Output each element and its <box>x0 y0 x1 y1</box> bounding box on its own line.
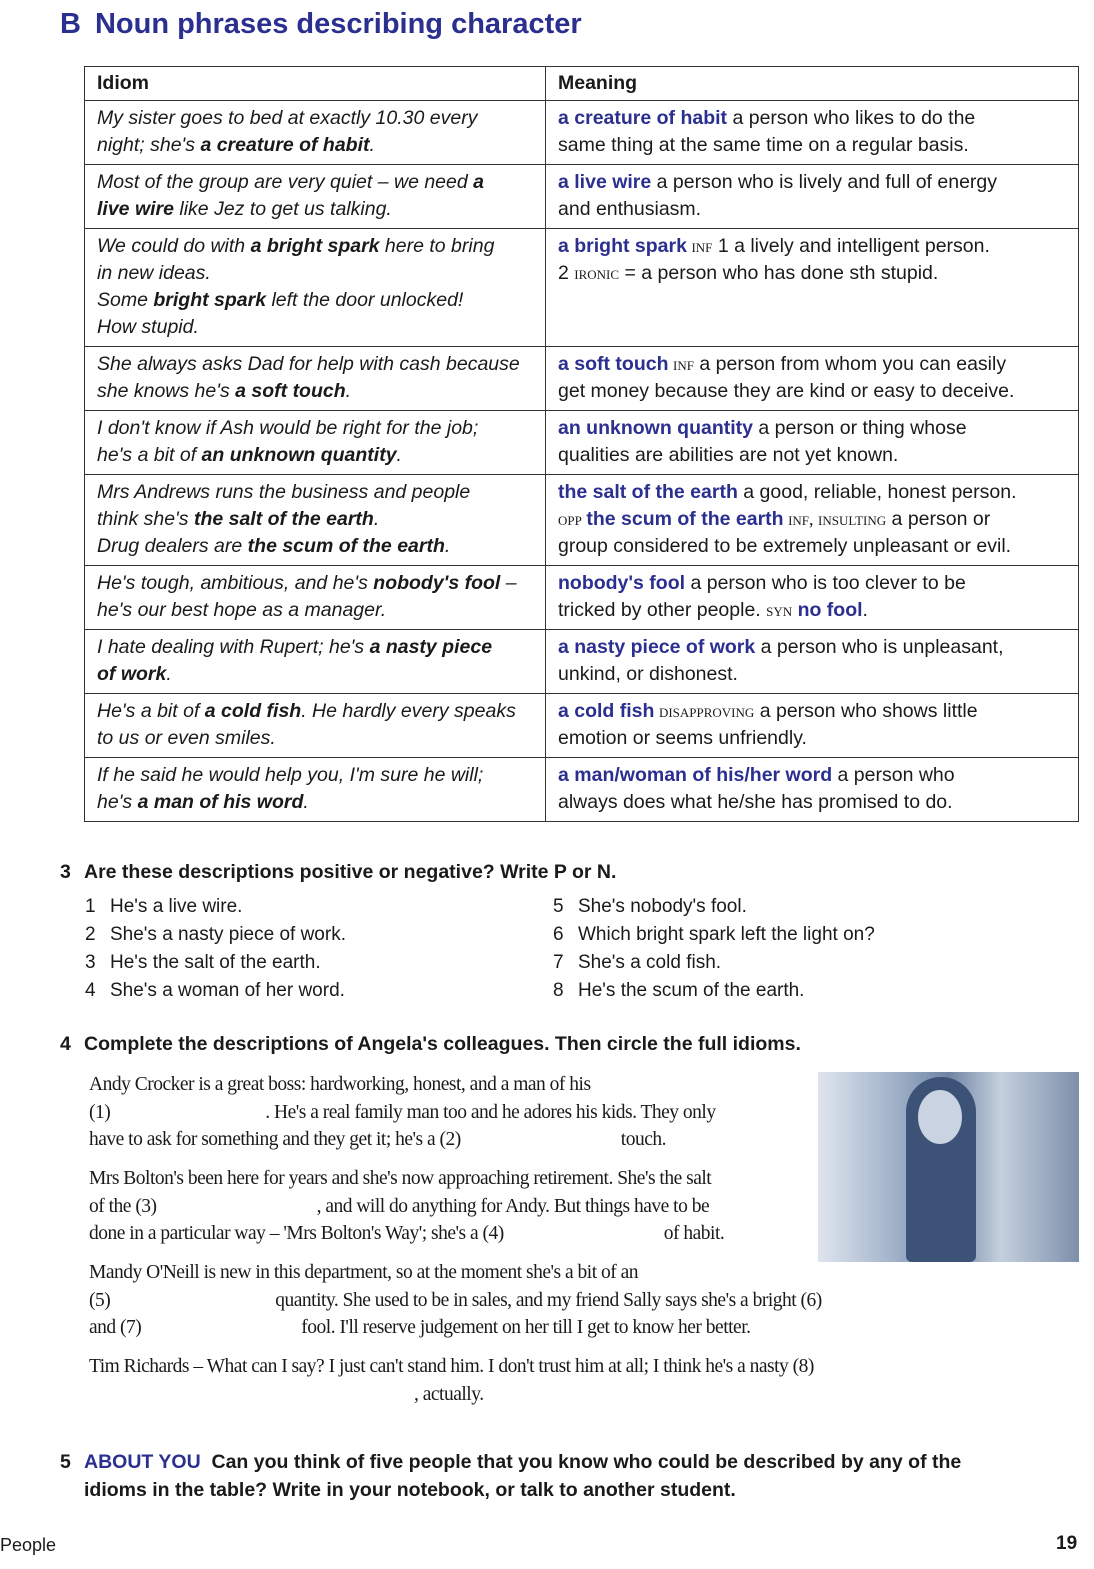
idiom-example <box>85 566 546 630</box>
idiom-example <box>85 101 546 165</box>
text-segment: night; she's <box>97 134 201 156</box>
text-segment: . <box>444 535 451 557</box>
idiom-meaning <box>546 475 1079 566</box>
text-segment: Mandy O'Neill is new in this department, so at the moment she's a bit of an <box>89 1262 639 1283</box>
paragraph <box>89 1071 716 1154</box>
idiom-meaning <box>546 165 1079 229</box>
page-number: 19 <box>1056 1533 1078 1554</box>
text-segment: disapproving <box>654 701 755 721</box>
column-header: Meaning <box>546 67 1079 101</box>
item-text: She's a nasty piece of work. <box>110 924 346 945</box>
text-segment: . He hardly every speaks <box>301 700 516 722</box>
paragraph <box>89 1165 724 1248</box>
text-segment: ironic <box>574 263 620 283</box>
item-number: 3 <box>85 952 96 973</box>
text-segment: – <box>500 572 517 594</box>
table-row <box>85 347 1079 411</box>
text-segment: a <box>473 171 484 193</box>
text-segment: She always asks Dad for help with cash because <box>97 353 520 375</box>
idiom-meaning <box>546 229 1079 347</box>
idiom-meaning <box>546 411 1079 475</box>
idiom-headword: a creature of habit <box>558 107 728 129</box>
text-segment: and enthusiasm. <box>558 198 702 220</box>
text-segment: Andy Crocker is a great boss: hardworking, honest, and a man of his <box>89 1074 591 1095</box>
text-segment: (5) <box>89 1289 111 1311</box>
text-segment: here to bring <box>379 235 495 257</box>
item-text: She's nobody's fool. <box>578 896 747 917</box>
text-segment: a person who shows little <box>754 700 978 722</box>
item-text: She's a cold fish. <box>578 952 722 973</box>
idiom-example <box>85 475 546 566</box>
text-segment: My sister goes to bed at exactly 10.30 every <box>97 107 478 129</box>
text-segment: fool. I'll reserve judgement on her till I get to know her better. <box>301 1317 751 1338</box>
idiom-example <box>85 229 546 347</box>
item-text: He's a live wire. <box>110 896 243 917</box>
text-segment: a person who likes to do the <box>727 107 976 129</box>
idiom-headword: an unknown quantity <box>558 417 753 439</box>
text-segment: a person who is lively and full of energy <box>651 171 998 193</box>
exercise-item <box>553 896 747 918</box>
text-segment: I hate dealing with Rupert; he's <box>97 636 370 658</box>
item-number: 2 <box>85 924 96 945</box>
text-segment: How stupid. <box>97 316 199 338</box>
table-row <box>85 566 1079 630</box>
text-segment: Mrs Andrews runs the business and people <box>97 481 471 503</box>
text-segment: I don't know if Ash would be right for the job; <box>97 417 479 439</box>
exercise-item <box>85 924 346 946</box>
column-header: Idiom <box>85 67 546 101</box>
exercise-4-heading: 4 Complete the descriptions of Angela's colleagues. Then circle the full idioms. <box>60 1033 801 1055</box>
text-segment: a cold fish <box>204 700 302 722</box>
text-segment: a person who is unpleasant, <box>755 636 1004 658</box>
item-number: 5 <box>553 896 564 917</box>
text-segment: Most of the group are very quiet – we need <box>97 171 474 193</box>
text-segment: touch. <box>620 1129 666 1150</box>
text-segment: a person from whom you can easily <box>693 353 1007 375</box>
text-segment: 2 <box>558 262 575 284</box>
idiom-headword: a man/woman of his/her word <box>558 764 833 786</box>
text-segment: . <box>862 599 868 621</box>
item-number: 1 <box>85 896 96 917</box>
idiom-meaning <box>546 101 1079 165</box>
exercise-item <box>553 980 804 1002</box>
text-segment: inf <box>668 354 694 374</box>
text-segment: done in a particular way – 'Mrs Bolton's Way'; she's a (4) <box>89 1223 504 1244</box>
text-segment: he's our best hope as a manager. <box>97 599 387 621</box>
text-segment: emotion or seems unfriendly. <box>558 727 807 749</box>
text-segment: a soft touch <box>235 380 346 402</box>
text-segment: , actually. <box>414 1383 484 1405</box>
exercise-5-heading: 5 ABOUT YOU Can you think of five people that you know who could be described by any of the idioms in the table? Write in your notebook, or talk to another student. <box>60 1451 962 1501</box>
item-number: 7 <box>553 952 564 973</box>
table-row <box>85 758 1079 822</box>
text-segment: He's a bit of <box>97 700 205 722</box>
text-segment: he's <box>97 791 138 813</box>
idiom-headword: the salt of the earth <box>558 481 738 503</box>
text-segment: a person or <box>886 508 991 530</box>
table-row <box>85 694 1079 758</box>
item-text: He's the salt of the earth. <box>110 952 321 973</box>
paragraph <box>89 1259 822 1342</box>
text-segment: of the (3) <box>89 1195 157 1217</box>
text-segment: . <box>345 380 352 402</box>
idiom-example <box>85 165 546 229</box>
idiom-table <box>84 66 1079 822</box>
text-segment: = a person who has done sth stupid. <box>619 262 939 284</box>
text-segment: 1 a lively and intelligent person. <box>712 235 990 257</box>
text-segment: the scum of the earth <box>247 535 445 557</box>
idiom-headword: a nasty piece of work <box>558 636 756 658</box>
item-number: 8 <box>553 980 564 1001</box>
text-segment: an unknown quantity <box>201 444 397 466</box>
idiom-example <box>85 347 546 411</box>
text-segment: a good, reliable, honest person. <box>737 481 1017 503</box>
item-number: 6 <box>553 924 564 945</box>
text-segment: . <box>373 508 380 530</box>
text-segment: inf <box>686 236 713 256</box>
text-segment: of work <box>97 663 167 685</box>
text-segment: Mrs Bolton's been here for years and she's now approaching retirement. She's the salt <box>89 1168 712 1189</box>
table-row <box>85 101 1079 165</box>
text-segment: the salt of the earth <box>193 508 374 530</box>
text-segment: opp <box>558 509 587 529</box>
text-segment: group considered to be extremely unpleasant or evil. <box>558 535 1012 557</box>
text-segment: a nasty piece <box>369 636 493 658</box>
text-segment: , and will do anything for Andy. But things have to be <box>316 1195 710 1217</box>
idiom-meaning <box>546 630 1079 694</box>
text-segment: nobody's fool <box>373 572 501 594</box>
idiom-headword: nobody's fool <box>558 572 686 594</box>
idiom-meaning <box>546 347 1079 411</box>
text-segment: . He's a real family man too and he adores his kids. They only <box>265 1101 716 1123</box>
text-segment: a man of his word <box>137 791 304 813</box>
idiom-example <box>85 694 546 758</box>
office-colleagues-photo <box>818 1072 1079 1262</box>
text-segment: tricked by other people. <box>558 599 767 621</box>
idiom-headword: no fool <box>797 599 863 621</box>
text-segment: same thing at the same time on a regular basis. <box>558 134 969 156</box>
exercise-item <box>85 980 345 1002</box>
text-segment: . <box>396 444 402 466</box>
text-segment: he's a bit of <box>97 444 202 466</box>
text-segment: Some <box>97 289 154 311</box>
idiom-headword: the scum of the earth <box>586 508 784 530</box>
text-segment: think she's <box>97 508 194 530</box>
text-segment: to us or even smiles. <box>97 727 276 749</box>
text-segment: a creature of habit <box>200 134 370 156</box>
text-segment: Drug dealers are <box>97 535 248 557</box>
text-segment: inf, insulting <box>783 509 887 529</box>
footer-section: People <box>0 1535 57 1555</box>
item-text: Which bright spark left the light on? <box>578 924 875 945</box>
exercise-3-heading: 3 Are these descriptions positive or negative? Write P or N. <box>60 861 617 883</box>
table-row <box>85 411 1079 475</box>
text-segment: bright spark <box>153 289 267 311</box>
idiom-headword: a soft touch <box>558 353 669 375</box>
item-text: He's the scum of the earth. <box>578 980 805 1001</box>
text-segment: live wire <box>97 198 174 220</box>
text-segment: quantity. She used to be in sales, and my friend Sally says she's a bright (6) <box>275 1289 822 1311</box>
text-segment: always does what he/she has promised to do. <box>558 791 953 813</box>
exercise-item <box>85 952 321 974</box>
text-segment: syn <box>766 600 793 620</box>
item-text: She's a woman of her word. <box>110 980 345 1001</box>
text-segment: like Jez to get us talking. <box>173 198 392 220</box>
idiom-example <box>85 630 546 694</box>
text-segment: qualities are abilities are not yet known. <box>558 444 899 466</box>
idiom-headword: a live wire <box>558 171 652 193</box>
text-segment: left the door unlocked! <box>266 289 464 311</box>
exercise-item <box>553 952 721 974</box>
idiom-headword: a cold fish <box>558 700 655 722</box>
idiom-headword: a bright spark <box>558 235 687 257</box>
text-segment: in new ideas. <box>97 262 211 284</box>
paragraph <box>89 1353 814 1408</box>
idiom-example <box>85 411 546 475</box>
text-segment: If he said he would help you, I'm sure he will; <box>97 764 484 786</box>
table-row <box>85 165 1079 229</box>
text-segment: (1) <box>89 1101 111 1123</box>
text-segment: . <box>303 791 309 813</box>
text-segment: . <box>166 663 172 685</box>
text-segment: He's tough, ambitious, and he's <box>97 572 374 594</box>
text-segment: have to ask for something and they get it; he's a (2) <box>89 1129 461 1150</box>
idiom-meaning <box>546 566 1079 630</box>
table-row <box>85 229 1079 347</box>
table-row <box>85 475 1079 566</box>
exercise-item <box>85 896 242 918</box>
text-segment: a person who <box>832 764 955 786</box>
text-segment: a bright spark <box>250 235 380 257</box>
exercise-item <box>553 924 875 946</box>
text-segment: a person or thing whose <box>753 417 967 439</box>
item-number: 4 <box>85 980 96 1001</box>
section-title: B Noun phrases describing character <box>60 8 582 40</box>
text-segment: Tim Richards – What can I say? I just can't stand him. I don't trust him at all; I think he's a nasty (8) <box>89 1356 814 1377</box>
table-row <box>85 630 1079 694</box>
idiom-meaning <box>546 694 1079 758</box>
text-segment: a person who is too clever to be <box>685 572 966 594</box>
text-segment: and (7) <box>89 1317 142 1338</box>
idiom-meaning <box>546 758 1079 822</box>
text-segment: of habit. <box>663 1223 725 1244</box>
text-segment: We could do with <box>97 235 251 257</box>
text-segment: unkind, or dishonest. <box>558 663 738 685</box>
text-segment: she knows he's <box>97 380 236 402</box>
text-segment: get money because they are kind or easy to deceive. <box>558 380 1015 402</box>
text-segment: . <box>369 134 375 156</box>
idiom-example <box>85 758 546 822</box>
